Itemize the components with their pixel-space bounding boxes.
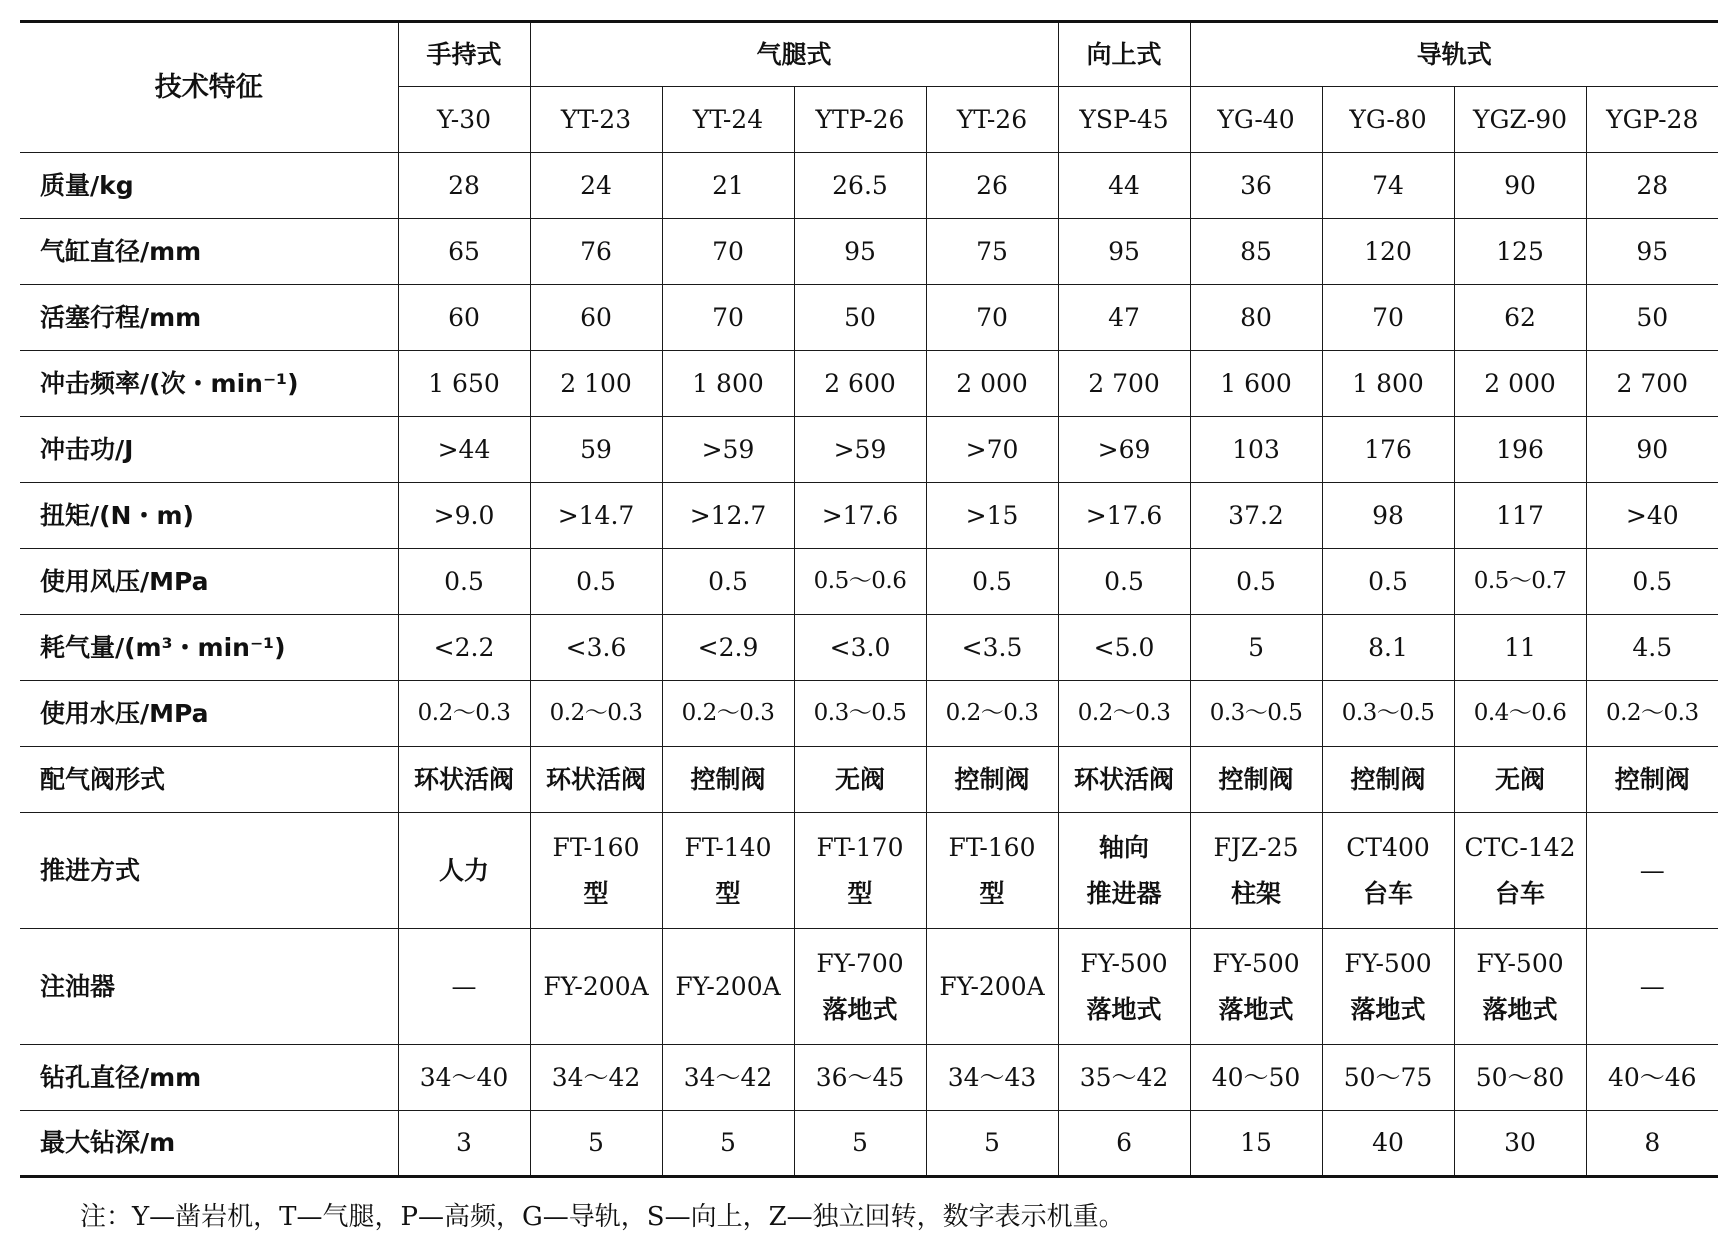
model-header: YTP-26 [794,87,926,153]
cell-value: 26 [926,153,1058,219]
cell-value [794,813,926,929]
cell-value [662,813,794,929]
cell-value: 0.5～0.7 [1454,549,1586,615]
cell-value: 95 [794,219,926,285]
cell-line: FY-500 [1212,948,1300,978]
cell-value: 0.5 [530,549,662,615]
cell-line: FT-160 [552,832,640,862]
row-label: 注油器 [20,929,398,1045]
cell-value: 5 [530,1111,662,1177]
cell-value: 70 [662,219,794,285]
cell-value: 40 [1322,1111,1454,1177]
cell-line: — [451,971,477,1001]
cell-value: 28 [398,153,530,219]
cell-value: 0.3～0.5 [794,681,926,747]
cell-line: CT400 [1346,832,1430,862]
cell-value: 0.5 [1058,549,1190,615]
model-header: Y-30 [398,87,530,153]
cell-value: >69 [1058,417,1190,483]
cell-value: >44 [398,417,530,483]
cell-line: 型 [847,878,873,908]
cell-line: 型 [979,878,1005,908]
row-label: 冲击频率/(次・min⁻¹) [20,351,398,417]
spec-row [20,153,1718,219]
model-header: YGP-28 [1586,87,1718,153]
cell-value: 176 [1322,417,1454,483]
cell-value: 0.2～0.3 [530,681,662,747]
cell-value: 34～42 [530,1045,662,1111]
spec-row [20,483,1718,549]
cell-value: <3.5 [926,615,1058,681]
spec-table [20,20,1718,1178]
cell-value: 70 [662,285,794,351]
table-note: 注：Y—凿岩机，T—气腿，P—高频，G—导轨，S—向上，Z—独立回转，数字表示机重。 [80,1202,1125,1232]
cell-value: 40～50 [1190,1045,1322,1111]
row-label: 推进方式 [20,813,398,929]
cell-value: 控制阀 [926,747,1058,813]
cell-line: 型 [715,878,741,908]
spec-row [20,1045,1718,1111]
cell-line: FT-170 [816,832,904,862]
cell-value: 1 650 [398,351,530,417]
cell-value: 1 800 [662,351,794,417]
group-header: 手持式 [398,22,530,87]
model-header: YG-40 [1190,87,1322,153]
cell-line: FY-700 [816,948,904,978]
cell-value [398,813,530,929]
cell-line: 落地式 [1218,994,1294,1024]
cell-value [1586,929,1718,1045]
cell-value: 95 [1586,219,1718,285]
corner-header: 技术特征 [20,22,398,153]
cell-value: 21 [662,153,794,219]
cell-value [1190,813,1322,929]
cell-value [794,929,926,1045]
cell-value: 34～40 [398,1045,530,1111]
cell-value: 75 [926,219,1058,285]
cell-value: 80 [1190,285,1322,351]
row-label: 钻孔直径/mm [20,1045,398,1111]
cell-value: 1 600 [1190,351,1322,417]
cell-value: 50～75 [1322,1045,1454,1111]
row-label: 质量/kg [20,153,398,219]
cell-value: >59 [662,417,794,483]
cell-value: 环状活阀 [1058,747,1190,813]
cell-value [1586,813,1718,929]
cell-value: 15 [1190,1111,1322,1177]
cell-value: 47 [1058,285,1190,351]
cell-value: 98 [1322,483,1454,549]
spec-row [20,747,1718,813]
cell-line: FT-140 [684,832,772,862]
cell-value [530,929,662,1045]
cell-value: 40～46 [1586,1045,1718,1111]
row-label: 使用风压/MPa [20,549,398,615]
cell-value: 0.2～0.3 [1586,681,1718,747]
cell-value: 60 [398,285,530,351]
row-label: 气缸直径/mm [20,219,398,285]
cell-value: >9.0 [398,483,530,549]
cell-value: 控制阀 [1586,747,1718,813]
cell-line: FY-500 [1344,948,1432,978]
spec-row [20,813,1718,929]
cell-line: 型 [583,878,609,908]
cell-value: >17.6 [1058,483,1190,549]
cell-value: 36～45 [794,1045,926,1111]
cell-value: 0.5～0.6 [794,549,926,615]
cell-value: 74 [1322,153,1454,219]
cell-line: 人力 [438,855,489,885]
cell-value: 控制阀 [1322,747,1454,813]
cell-value: 2 600 [794,351,926,417]
cell-value: 0.5 [1190,549,1322,615]
cell-value: 0.4～0.6 [1454,681,1586,747]
cell-value: 70 [1322,285,1454,351]
row-label: 最大钻深/m [20,1111,398,1177]
cell-line: FY-200A [675,971,781,1001]
cell-value: <2.2 [398,615,530,681]
row-label: 扭矩/(N・m) [20,483,398,549]
cell-value: 120 [1322,219,1454,285]
cell-value [1322,929,1454,1045]
cell-value: 0.5 [926,549,1058,615]
cell-value: <3.0 [794,615,926,681]
group-header: 导轨式 [1190,22,1718,87]
cell-value: 50 [794,285,926,351]
group-header: 气腿式 [530,22,1058,87]
cell-value: 8 [1586,1111,1718,1177]
cell-value: <5.0 [1058,615,1190,681]
cell-line: 落地式 [1086,994,1162,1024]
cell-value: 5 [794,1111,926,1177]
spec-row [20,681,1718,747]
cell-value: 36 [1190,153,1322,219]
cell-value: 5 [926,1111,1058,1177]
cell-value: >15 [926,483,1058,549]
cell-value: 0.2～0.3 [398,681,530,747]
cell-value: 3 [398,1111,530,1177]
cell-value: 117 [1454,483,1586,549]
spec-row [20,549,1718,615]
spec-row [20,351,1718,417]
cell-line: 台车 [1495,878,1546,908]
cell-line: — [1639,971,1665,1001]
cell-value: 0.3～0.5 [1322,681,1454,747]
cell-value: 65 [398,219,530,285]
cell-value [926,813,1058,929]
cell-value: 90 [1454,153,1586,219]
cell-value [1322,813,1454,929]
cell-value: 0.3～0.5 [1190,681,1322,747]
cell-value [398,929,530,1045]
cell-line: — [1639,855,1665,885]
cell-value: 28 [1586,153,1718,219]
cell-value: >14.7 [530,483,662,549]
cell-value: 95 [1058,219,1190,285]
cell-value: >40 [1586,483,1718,549]
cell-value: 0.5 [1322,549,1454,615]
cell-value: 70 [926,285,1058,351]
cell-value: 无阀 [1454,747,1586,813]
cell-value: 11 [1454,615,1586,681]
cell-value: 35～42 [1058,1045,1190,1111]
cell-line: CTC-142 [1464,832,1576,862]
cell-value: 2 100 [530,351,662,417]
cell-value: 环状活阀 [398,747,530,813]
cell-value: 5 [1190,615,1322,681]
cell-value [1454,813,1586,929]
row-label: 活塞行程/mm [20,285,398,351]
cell-value: 控制阀 [1190,747,1322,813]
cell-value: >59 [794,417,926,483]
cell-value: 5 [662,1111,794,1177]
cell-line: FY-200A [939,971,1045,1001]
spec-row [20,219,1718,285]
cell-value: 0.5 [398,549,530,615]
model-header: YG-80 [1322,87,1454,153]
cell-value [662,929,794,1045]
cell-value: 76 [530,219,662,285]
cell-value: 控制阀 [662,747,794,813]
cell-value: 0.5 [1586,549,1718,615]
cell-value: 62 [1454,285,1586,351]
cell-value: 0.2～0.3 [662,681,794,747]
cell-line: 落地式 [1482,994,1558,1024]
cell-line: 推进器 [1086,878,1162,908]
spec-row [20,417,1718,483]
cell-value: 50～80 [1454,1045,1586,1111]
cell-value: 2 700 [1058,351,1190,417]
cell-value: 0.5 [662,549,794,615]
cell-value [926,929,1058,1045]
group-header-row [20,22,1718,87]
cell-line: 柱架 [1231,878,1282,908]
cell-line: FY-500 [1080,948,1168,978]
cell-value: 2 700 [1586,351,1718,417]
row-label: 冲击功/J [20,417,398,483]
cell-value: 50 [1586,285,1718,351]
cell-value: 90 [1586,417,1718,483]
cell-value: 60 [530,285,662,351]
cell-value [1058,929,1190,1045]
cell-value: 196 [1454,417,1586,483]
cell-value: 34～42 [662,1045,794,1111]
cell-value: 0.2～0.3 [1058,681,1190,747]
row-label: 使用水压/MPa [20,681,398,747]
cell-line: 台车 [1363,878,1414,908]
cell-value: >17.6 [794,483,926,549]
cell-value: 1 800 [1322,351,1454,417]
cell-value: 2 000 [1454,351,1586,417]
cell-value [530,813,662,929]
cell-value: 4.5 [1586,615,1718,681]
cell-value: 环状活阀 [530,747,662,813]
cell-value: 44 [1058,153,1190,219]
row-label: 耗气量/(m³・min⁻¹) [20,615,398,681]
cell-value: >70 [926,417,1058,483]
spec-row [20,285,1718,351]
cell-value: 125 [1454,219,1586,285]
cell-value: 无阀 [794,747,926,813]
spec-row [20,1111,1718,1177]
cell-value: 26.5 [794,153,926,219]
group-header: 向上式 [1058,22,1190,87]
cell-line: FT-160 [948,832,1036,862]
cell-line: FY-500 [1476,948,1564,978]
cell-value: >12.7 [662,483,794,549]
cell-value [1454,929,1586,1045]
spec-row [20,929,1718,1045]
cell-line: FJZ-25 [1213,832,1299,862]
model-header: YT-23 [530,87,662,153]
model-header: YT-26 [926,87,1058,153]
model-header: YGZ-90 [1454,87,1586,153]
cell-value: 59 [530,417,662,483]
cell-value: 0.2～0.3 [926,681,1058,747]
model-header: YT-24 [662,87,794,153]
cell-value [1190,929,1322,1045]
cell-value: 34～43 [926,1045,1058,1111]
model-header: YSP-45 [1058,87,1190,153]
cell-value: 85 [1190,219,1322,285]
cell-value: 8.1 [1322,615,1454,681]
cell-value: 2 000 [926,351,1058,417]
cell-value: <3.6 [530,615,662,681]
row-label: 配气阀形式 [20,747,398,813]
cell-line: FY-200A [543,971,649,1001]
cell-value [1058,813,1190,929]
cell-value: 30 [1454,1111,1586,1177]
spec-row [20,615,1718,681]
cell-line: 落地式 [822,994,898,1024]
cell-value: 37.2 [1190,483,1322,549]
cell-value: <2.9 [662,615,794,681]
cell-line: 落地式 [1350,994,1426,1024]
cell-value: 24 [530,153,662,219]
cell-value: 103 [1190,417,1322,483]
cell-value: 6 [1058,1111,1190,1177]
cell-line: 轴向 [1099,832,1150,862]
